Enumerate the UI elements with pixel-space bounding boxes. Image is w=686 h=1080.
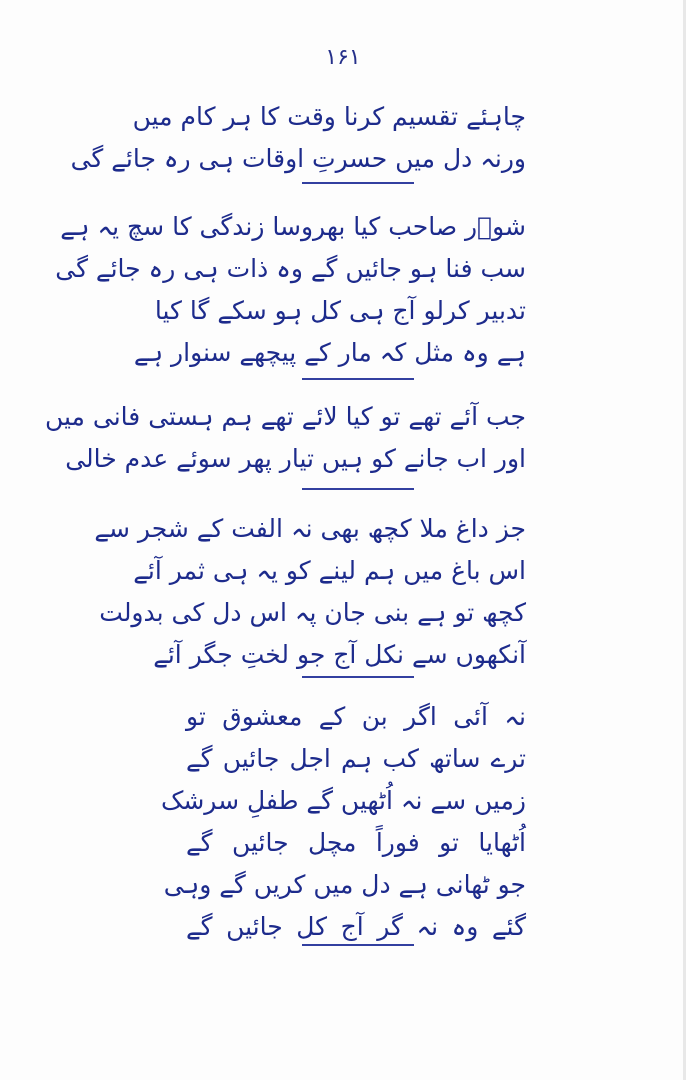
verse-line: آنکھوں سے نکل آج جو لختِ جگر آئے — [153, 640, 526, 669]
stanza-divider — [302, 182, 414, 184]
verse-line: کچھ تو ہے بنی جان پہ اس دل کی بدولت — [99, 598, 526, 627]
verse-line: جز داغ ملا کچھ بھی نہ الفت کے شجر سے — [94, 514, 526, 543]
verse-line: اُٹھایا تو فوراً مچل جائیں گے — [186, 828, 526, 857]
stanza-3 — [44, 396, 526, 480]
verse-line: شوؔر صاحب کیا بھروسا زندگی کا سچ یہ ہے — [60, 212, 526, 241]
verse-line: سب فنا ہو جائیں گے وہ ذات ہی رہ جائے گی — [55, 254, 526, 283]
verse-line: ورنہ دل میں حسرتِ اوقات ہی رہ جائے گی — [70, 144, 526, 173]
stanza-4 — [94, 508, 526, 676]
stanza-5 — [160, 696, 526, 948]
verse-line: تدبیر کرلو آج ہی کل ہو سکے گا کیا — [154, 296, 526, 325]
verse-line: اور اب جانے کو ہیں تیار پھر سوئے عدم خالی — [65, 444, 526, 473]
stanza-divider — [302, 378, 414, 380]
verse-line: اس باغ میں ہم لینے کو یہ ہی ثمر آئے — [133, 556, 526, 585]
verse-line: چاہئے تقسیم کرنا وقت کا ہر کام میں — [132, 102, 526, 131]
verse-line: جب آئے تھے تو کیا لائے تھے ہم ہستی فانی میں — [44, 402, 526, 431]
verse-line: گئے وہ نہ گر آج کل جائیں گے — [186, 912, 526, 941]
verse-line: ہے وہ مثل کہ مار کے پیچھے سنوار ہے — [133, 338, 526, 367]
stanza-2 — [55, 206, 526, 374]
verse-line: زمیں سے نہ اُٹھیں گے طفلِ سرشک — [160, 786, 526, 815]
verse-line: نہ آئی اگر بن کے معشوق تو — [186, 702, 526, 731]
stanza-divider — [302, 944, 414, 946]
page-number: ۱۶۱ — [325, 45, 361, 70]
verse-line: جو ٹھانی ہے دل میں کریں گے وہی — [163, 870, 526, 899]
stanza-divider — [302, 676, 414, 678]
verse-line: ترے ساتھ کب ہم اجل جائیں گے — [186, 744, 526, 773]
stanza-1 — [70, 96, 526, 180]
stanza-divider — [302, 488, 414, 490]
